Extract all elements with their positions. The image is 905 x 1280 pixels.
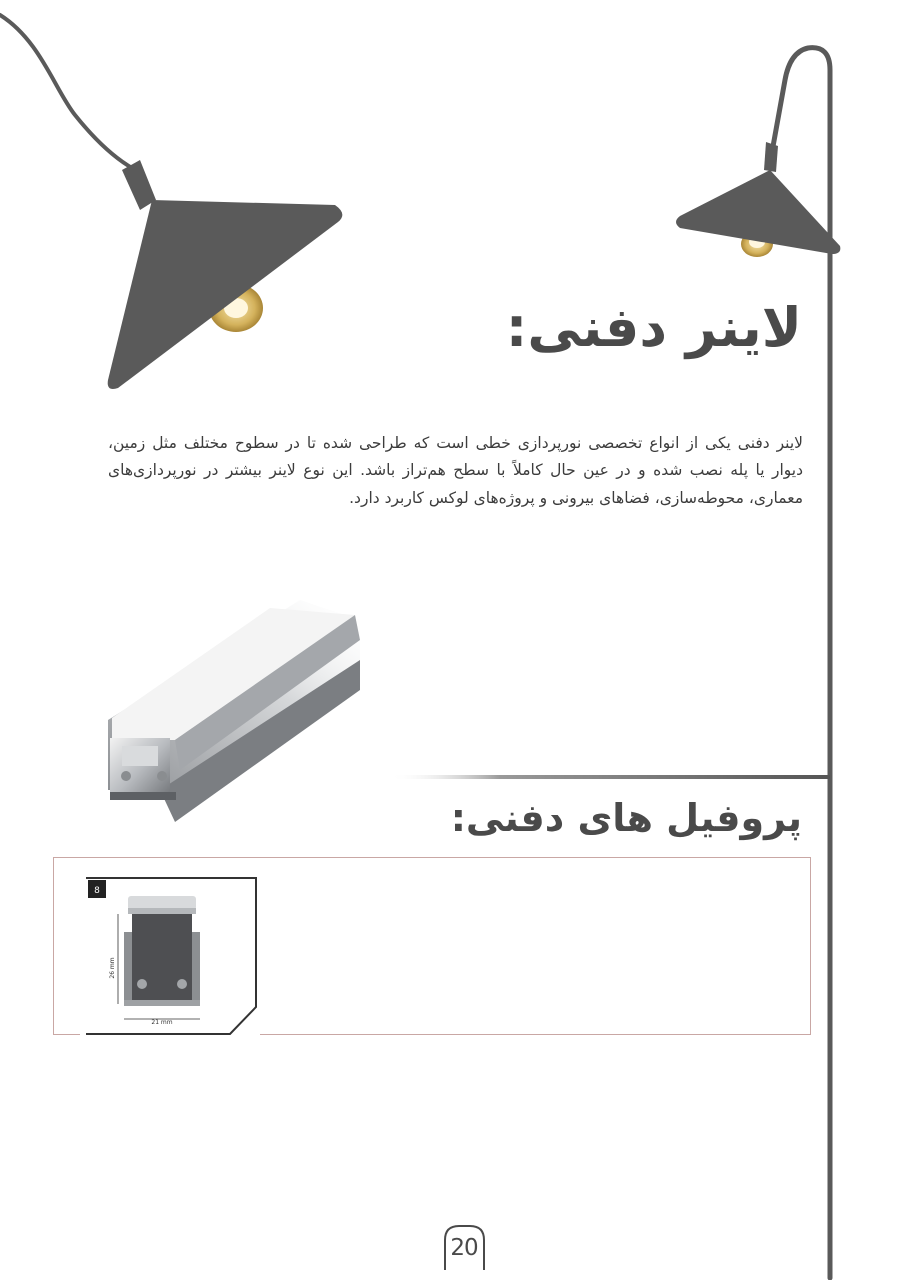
height-dimension: 26 mm: [109, 957, 116, 979]
body-paragraph: لاینر دفنی یکی از انواع تخصصی نورپردازی خطی است که طراحی شده تا در سطوح مختلف مثل زمین، دیوار یا پله نصب شده و در عین حال کاملاً با سطح هم‌تراز باشد. این نوع لاینر بیشتر در نورپردازی‌های معماری، محوطه‌سازی، فضاهای بیرونی و پروژه‌های لوکس کاربرد دارد.: [108, 433, 803, 507]
lamp-cord: [0, 15, 132, 168]
profiles-heading: پروفیل های دفنی:: [450, 796, 802, 840]
profile-photo: [108, 600, 360, 822]
left-lamp-shade: [108, 200, 343, 389]
profile-card: [80, 872, 260, 1040]
page-number: 20: [450, 1235, 478, 1261]
section-divider: [390, 775, 830, 779]
page-title: لاینر دفنی:: [505, 296, 802, 359]
left-lamp-illustration: [0, 15, 342, 389]
right-lamp-illustration: [676, 48, 840, 1278]
width-dimension: 21 mm: [151, 1019, 173, 1026]
profile-number: 8: [94, 886, 100, 896]
